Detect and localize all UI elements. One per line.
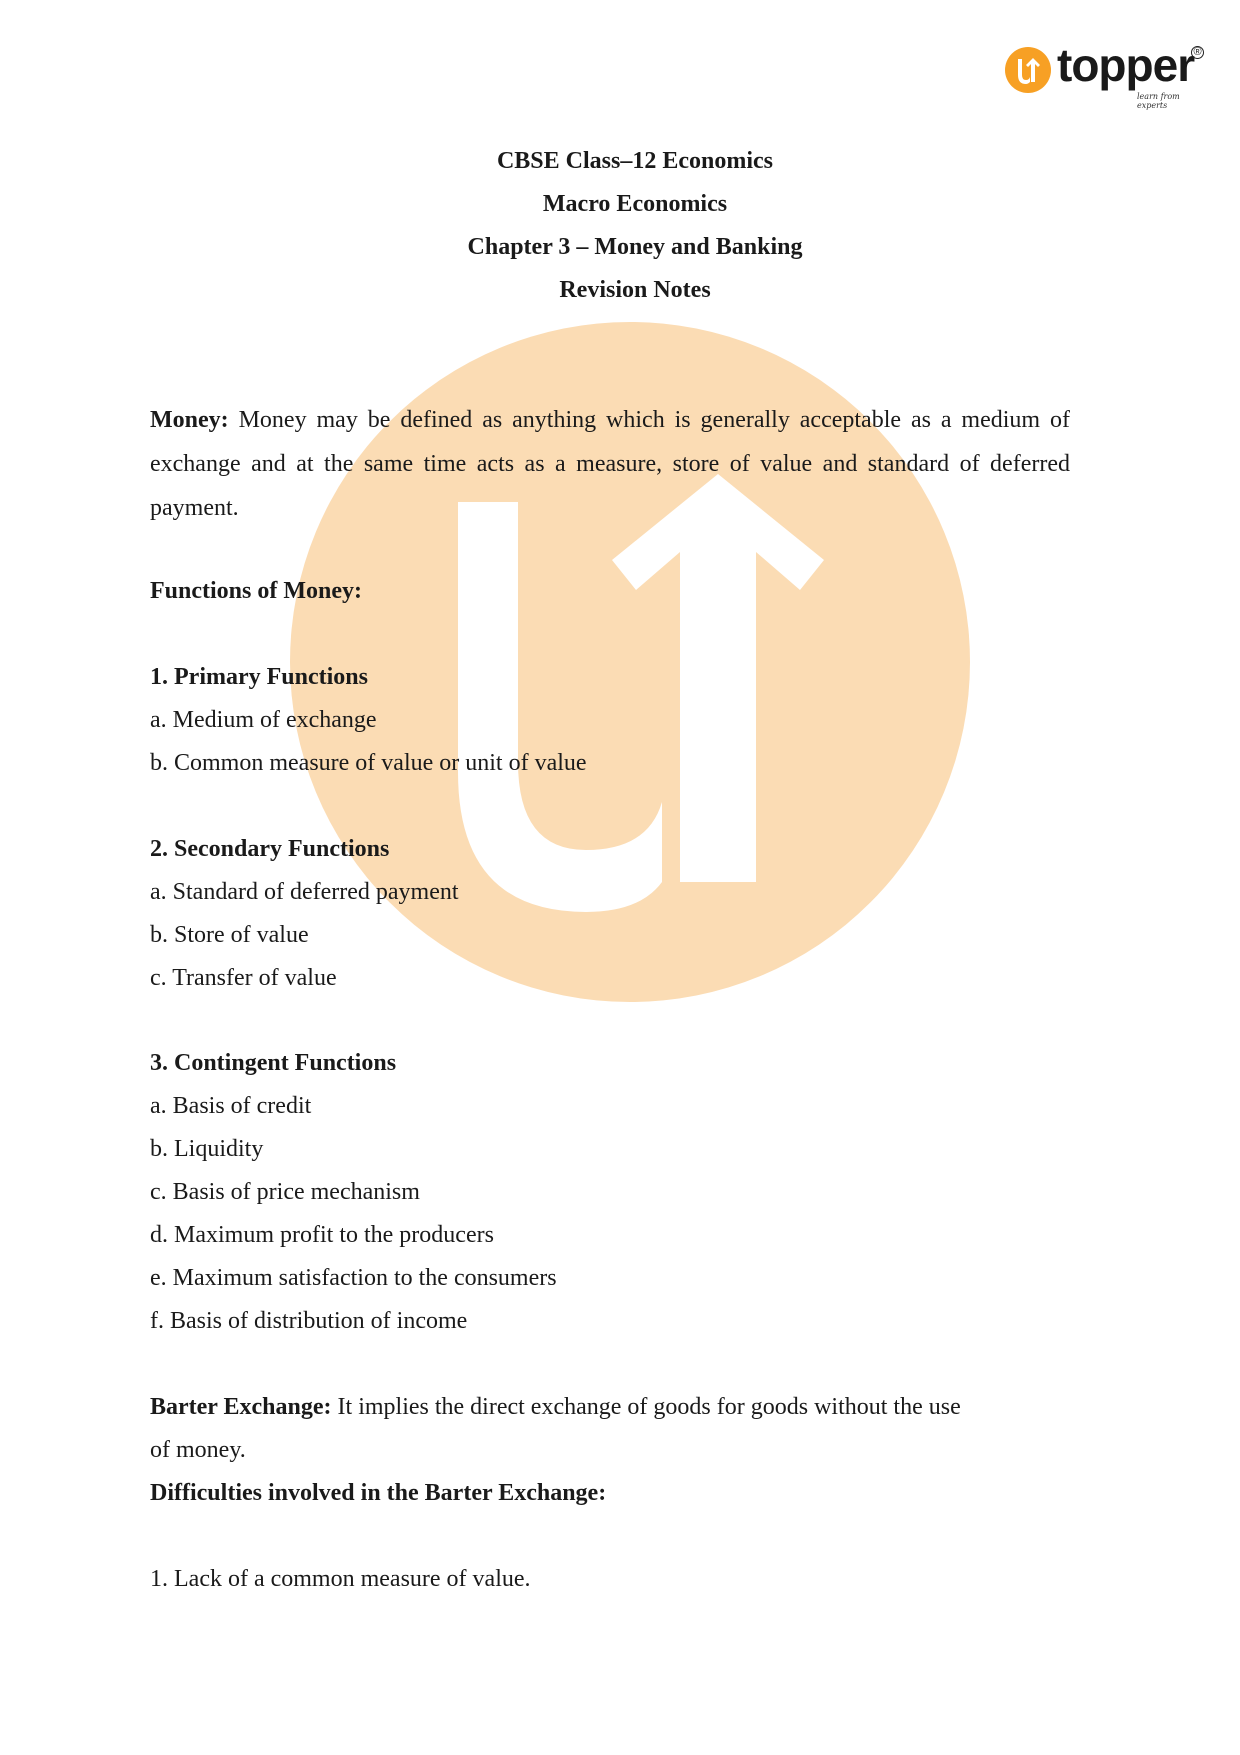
barter-definition bbox=[150, 1394, 961, 1421]
list-item: 1. Lack of a common measure of value. bbox=[150, 1566, 531, 1592]
barter-text-cont: of money. bbox=[150, 1437, 246, 1463]
brand-logo bbox=[1005, 39, 1205, 110]
secondary-heading: 2. Secondary Functions bbox=[150, 836, 390, 862]
list-item: a. Basis of credit bbox=[150, 1093, 312, 1119]
primary-heading: 1. Primary Functions bbox=[150, 664, 368, 690]
money-definition bbox=[150, 398, 1070, 530]
doc-subject: Macro Economics bbox=[542, 191, 728, 217]
contingent-heading: 3. Contingent Functions bbox=[150, 1050, 397, 1076]
list-item: c. Transfer of value bbox=[150, 965, 337, 991]
difficulties-heading: Difficulties involved in the Barter Exchange: bbox=[150, 1480, 607, 1506]
list-item: b. Liquidity bbox=[150, 1136, 264, 1162]
doc-notes-label: Revision Notes bbox=[559, 277, 711, 303]
list-item: e. Maximum satisfaction to the consumers bbox=[150, 1265, 557, 1291]
doc-title: CBSE Class–12 Economics bbox=[496, 148, 774, 174]
list-item: d. Maximum profit to the producers bbox=[150, 1222, 494, 1248]
list-item: a. Standard of deferred payment bbox=[150, 879, 459, 905]
registered-mark: ® bbox=[1191, 46, 1204, 59]
money-definition-text: Money may be defined as anything which is generally acceptable as a medium of exchange and at the same time acts as a measure, store of value and standard of deferred payment. bbox=[150, 407, 1071, 521]
logo-u-icon bbox=[1005, 47, 1051, 93]
list-item: a. Medium of exchange bbox=[150, 707, 377, 733]
logo-wordmark: topper bbox=[1057, 39, 1195, 91]
barter-text: It implies the direct exchange of goods for goods without the use bbox=[337, 1394, 961, 1420]
list-item: b. Common measure of value or unit of value bbox=[150, 750, 587, 776]
doc-chapter: Chapter 3 – Money and Banking bbox=[467, 234, 803, 260]
list-item: b. Store of value bbox=[150, 922, 309, 948]
list-item: c. Basis of price mechanism bbox=[150, 1179, 420, 1205]
barter-term: Barter Exchange: bbox=[150, 1394, 332, 1420]
logo-tagline: learn from experts bbox=[1137, 92, 1180, 110]
money-term: Money: bbox=[150, 407, 229, 433]
list-item: f. Basis of distribution of income bbox=[150, 1308, 468, 1334]
functions-heading: Functions of Money: bbox=[150, 578, 362, 604]
